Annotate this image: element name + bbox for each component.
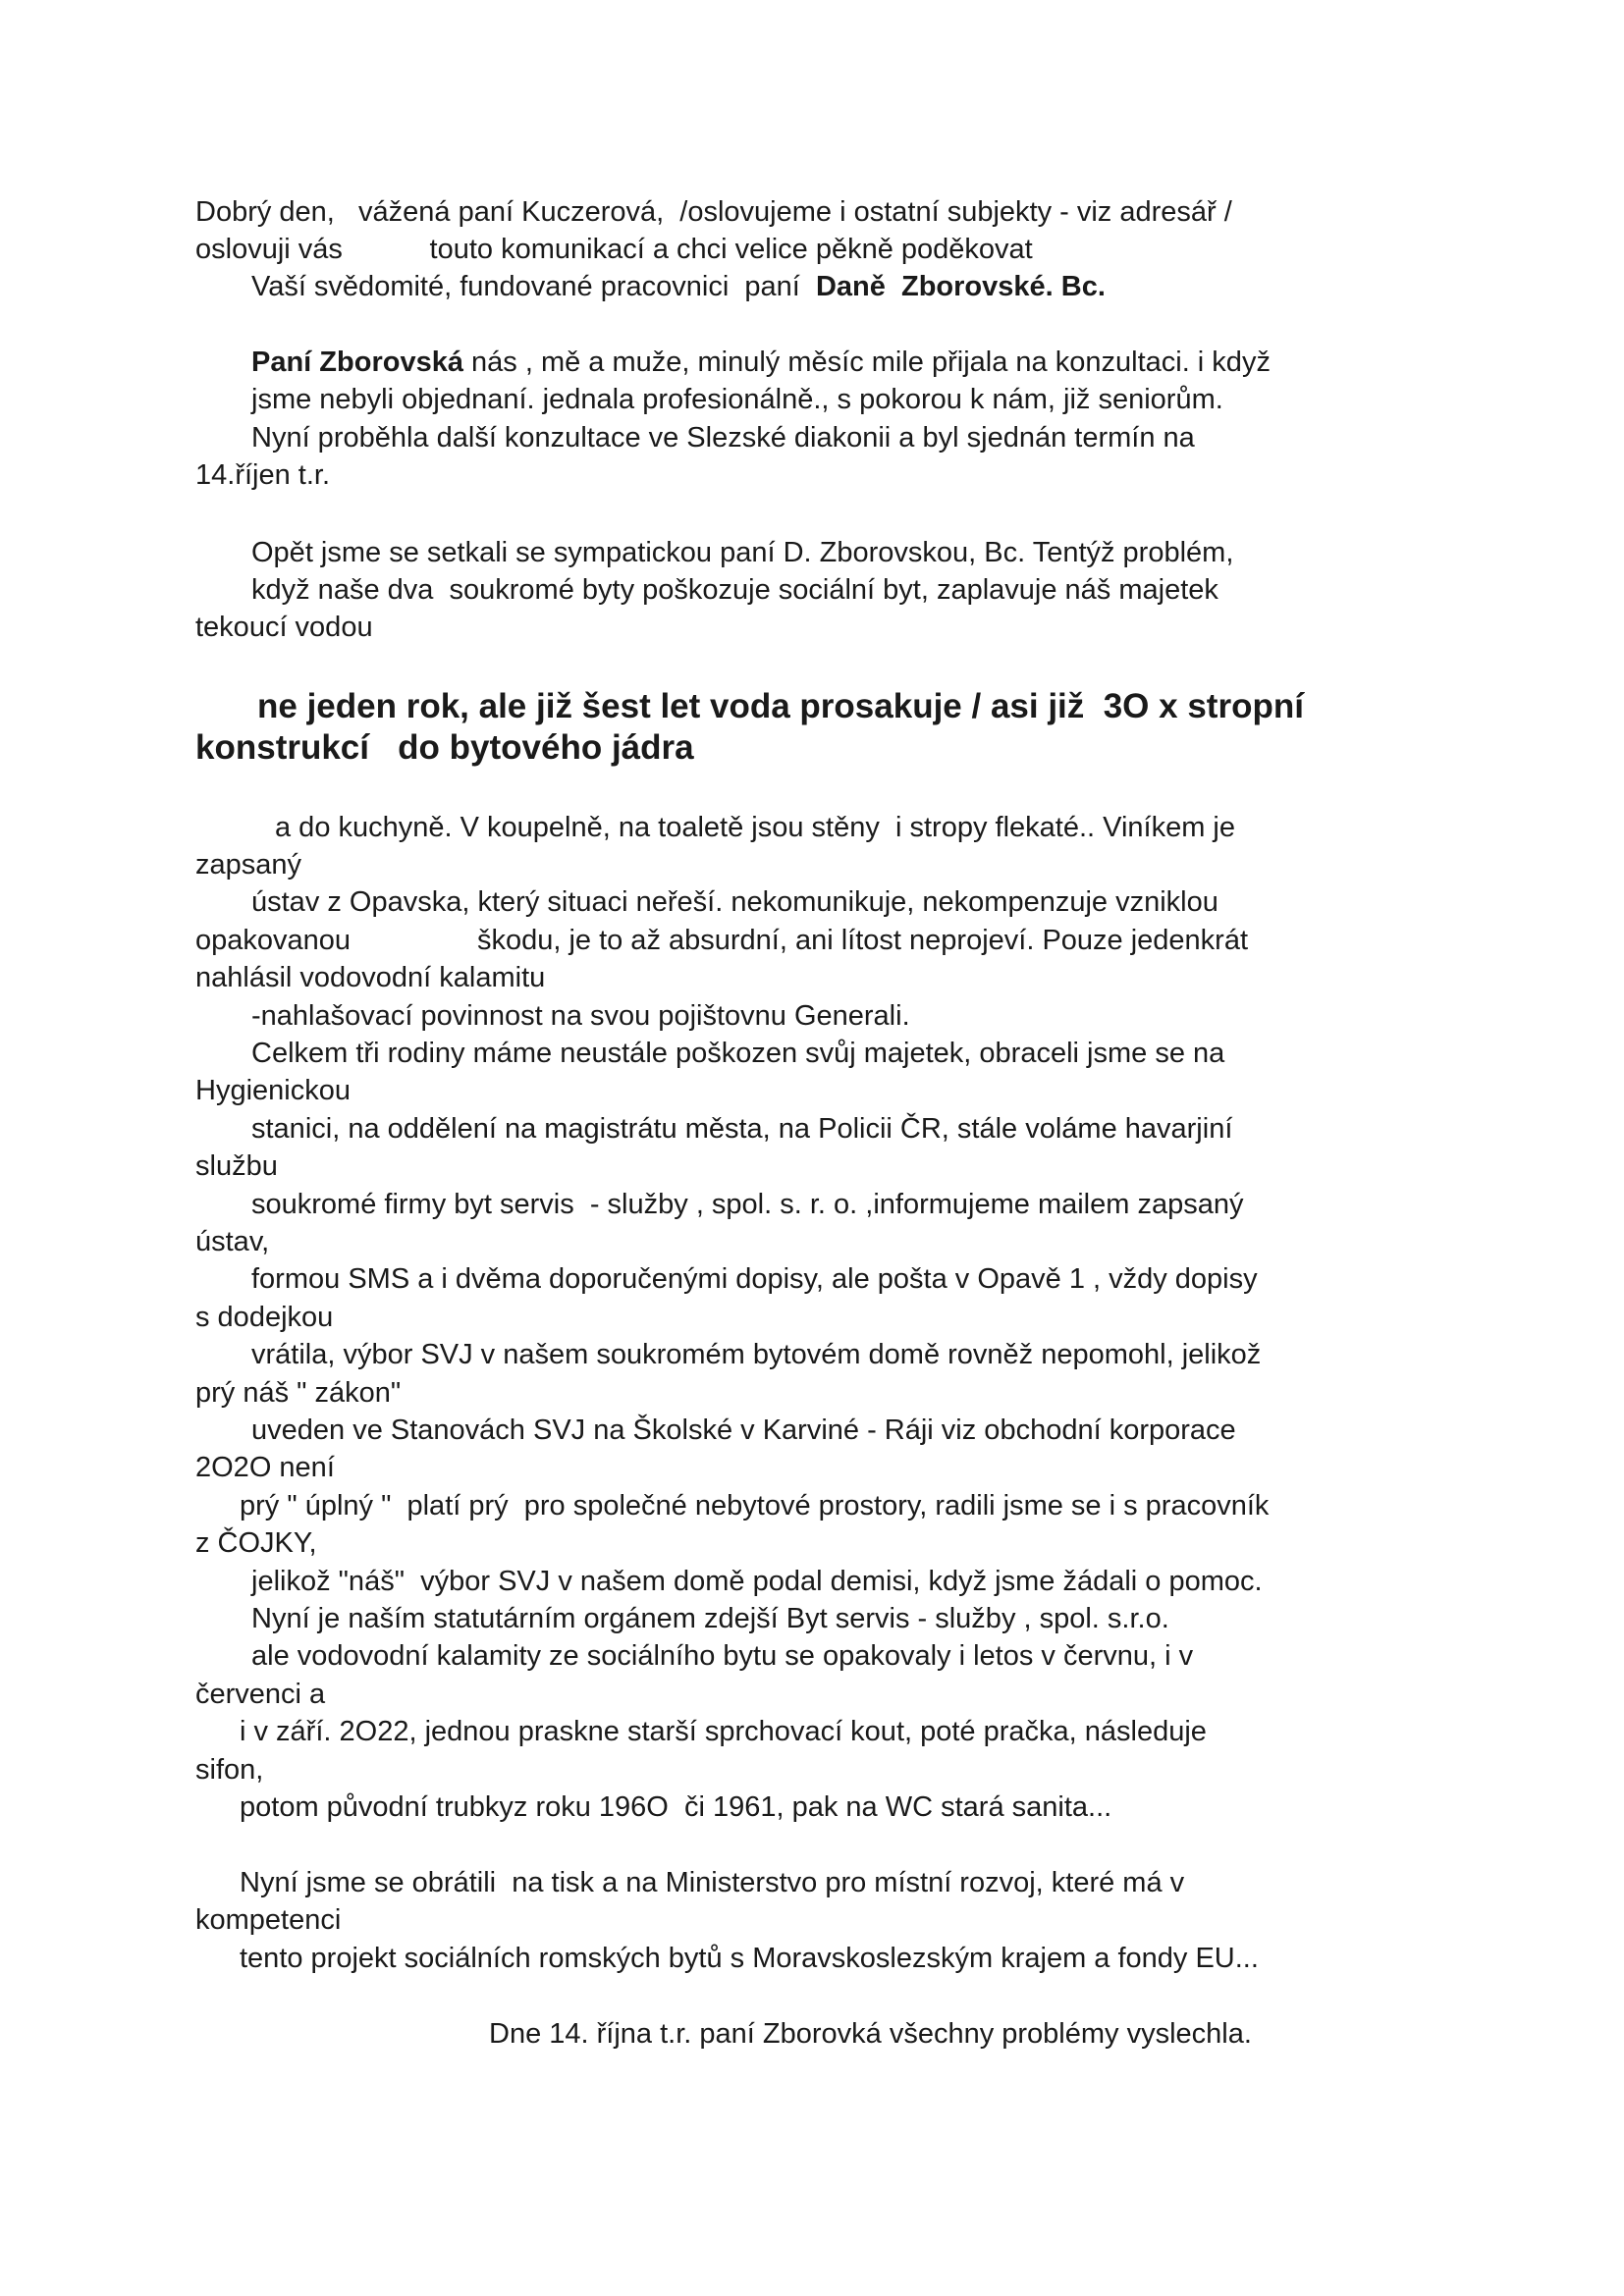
emphasis-line: konstrukcí do bytového jádra	[195, 728, 694, 767]
text-line: když naše dva soukromé byty poškozuje sociální byt, zaplavuje náš majetek	[251, 574, 1218, 606]
text-line: 2O2O není	[195, 1452, 335, 1483]
text-line: soukromé firmy byt servis - služby , spol. s. r. o. ,informujeme mailem zapsaný	[251, 1189, 1244, 1220]
text-line: červenci a	[195, 1679, 326, 1710]
text-segment: nás , mě a muže, minulý měsíc mile přijala na konzultaci. i když	[462, 347, 1271, 378]
text-line: Dobrý den, vážená paní Kuczerová, /oslovujeme i ostatní subjekty - viz adresář /	[195, 196, 1232, 228]
text-line: uveden ve Stanovách SVJ na Školské v Karviné - Ráji viz obchodní korporace	[251, 1415, 1236, 1446]
text-line: jelikož "náš" výbor SVJ v našem domě podal demisi, když jsme žádali o pomoc.	[251, 1566, 1263, 1597]
text-line: Opět jsme se setkali se sympatickou paní D. Zborovskou, Bc. Tentýž problém,	[251, 537, 1234, 568]
text-line: 14.říjen t.r.	[195, 459, 331, 491]
text-line: potom původní trubkyz roku 196O či 1961, pak na WC stará sanita...	[240, 1791, 1112, 1823]
text-line: tekoucí vodou	[195, 612, 373, 643]
text-line: prý náš " zákon"	[195, 1377, 402, 1409]
text-segment: Vaší svědomité, fundované pracovnici paní	[251, 271, 816, 302]
text-line: Nyní jsme se obrátili na tisk a na Ministerstvo pro místní rozvoj, které má v	[240, 1867, 1185, 1898]
text-line: formou SMS a i dvěma doporučenými dopisy, ale pošta v Opavě 1 , vždy dopisy	[251, 1263, 1258, 1295]
bold-name: Daně Zborovské. Bc.	[815, 271, 1106, 302]
text-line: i v září. 2O22, jednou praskne starší sprchovací kout, poté pračka, následuje	[240, 1716, 1207, 1747]
text-line: Nyní proběhla další konzultace ve Slezské diakonii a byl sjednán termín na	[251, 422, 1195, 454]
text-line: ale vodovodní kalamity ze sociálního bytu se opakovaly i letos v červnu, i v	[251, 1640, 1194, 1672]
text-line: ústav,	[195, 1226, 270, 1257]
text-line: opakovanou škodu, je to až absurdní, ani lítost neprojeví. Pouze jedenkrát	[195, 925, 1249, 956]
text-line: Hygienickou	[195, 1075, 351, 1106]
text-line: s dodejkou	[195, 1302, 334, 1333]
text-line: stanici, na oddělení na magistrátu města, na Policii ČR, stále voláme havarjiní	[251, 1113, 1233, 1145]
text-line: tento projekt sociálních romských bytů s Moravskoslezským krajem a fondy EU...	[240, 1943, 1259, 1974]
emphasis-line: ne jeden rok, ale již šest let voda prosakuje / asi již 3O x stropní	[257, 687, 1304, 725]
text-line: Celkem tři rodiny máme neustále poškozen svůj majetek, obraceli jsme se na	[251, 1038, 1225, 1069]
text-line	[251, 345, 1271, 380]
text-line: a do kuchyně. V koupelně, na toaletě jsou stěny i stropy flekaté.. Viníkem je	[275, 812, 1235, 843]
text-line: oslovuji vás touto komunikací a chci velice pěkně poděkovat	[195, 234, 1033, 265]
text-line: Dne 14. října t.r. paní Zborovká všechny problémy vyslechla.	[489, 2018, 1252, 2050]
text-line: vrátila, výbor SVJ v našem soukromém bytovém domě rovněž nepomohl, jelikož	[251, 1339, 1262, 1370]
text-line: prý " úplný " platí prý pro společné nebytové prostory, radili jsme se i s pracovník	[240, 1490, 1270, 1522]
text-line	[251, 269, 1106, 304]
text-line: sifon,	[195, 1754, 264, 1786]
text-line: -nahlašovací povinnost na svou pojištovnu Generali.	[251, 1000, 910, 1032]
text-line: jsme nebyli objednaní. jednala profesionálně., s pokorou k nám, již seniorům.	[251, 384, 1223, 415]
text-line: nahlásil vodovodní kalamitu	[195, 962, 546, 993]
text-line: z ČOJKY,	[195, 1527, 317, 1559]
bold-name: Paní Zborovská	[251, 347, 463, 378]
text-line: Nyní je naším statutárním orgánem zdejší Byt servis - služby , spol. s.r.o.	[251, 1603, 1169, 1634]
text-line: zapsaný	[195, 849, 302, 881]
text-line: kompetenci	[195, 1904, 342, 1936]
text-line: službu	[195, 1150, 278, 1182]
text-line: ústav z Opavska, který situaci neřeší. nekomunikuje, nekompenzuje vzniklou	[251, 886, 1218, 918]
